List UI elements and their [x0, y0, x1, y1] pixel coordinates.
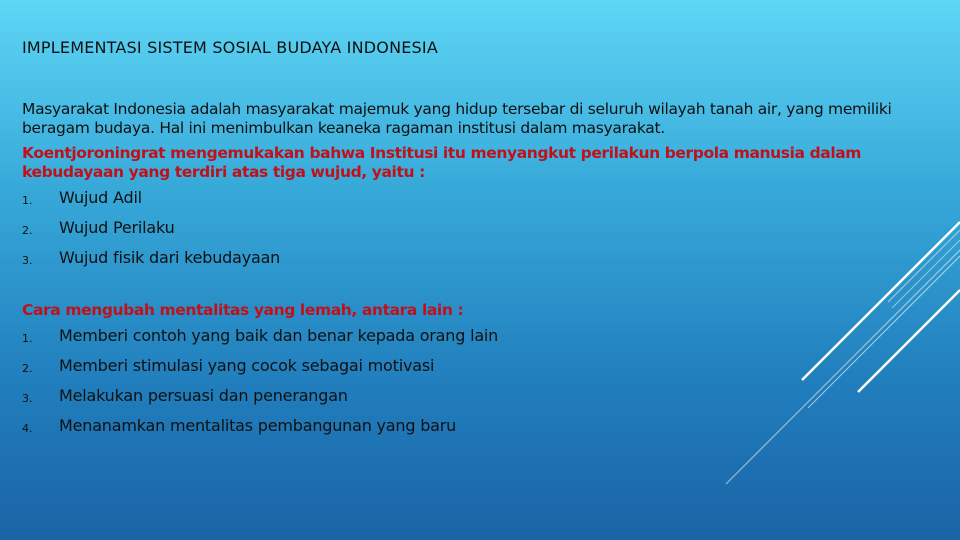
list-number: 2.: [22, 362, 33, 375]
list-item: [22, 218, 902, 248]
list-number: 4.: [22, 422, 33, 435]
list-text: Wujud Perilaku: [59, 218, 175, 237]
list-text: Memberi stimulasi yang cocok sebagai motivasi: [59, 356, 435, 375]
cara-heading: Cara mengubah mentalitas yang lemah, antara lain :: [22, 301, 464, 319]
list-number: 2.: [22, 224, 33, 237]
list-number: 1.: [22, 194, 33, 207]
koentjoroningrat-statement: Koentjoroningrat mengemukakan bahwa Institusi itu menyangkut perilakun berpola manusia dalam kebudayaan yang terdiri atas tiga wujud, yaitu :: [22, 144, 862, 181]
list-item: [22, 248, 902, 278]
intro-paragraph: Masyarakat Indonesia adalah masyarakat majemuk yang hidup tersebar di seluruh wilayah tanah air, yang memiliki beragam budaya. Hal ini menimbulkan keaneka ragaman institusi dalam masyarakat.: [22, 100, 892, 137]
list-item: [22, 356, 902, 386]
list-text: Melakukan persuasi dan penerangan: [59, 386, 348, 405]
list-item: [22, 416, 902, 446]
list-item: [22, 386, 902, 416]
decor-line: [892, 240, 960, 308]
list-number: 3.: [22, 254, 33, 267]
list-item: [22, 326, 902, 356]
slide-content: [22, 100, 902, 446]
list-text: Wujud fisik dari kebudayaan: [59, 248, 281, 267]
cara-list: [22, 326, 902, 446]
list-text: Wujud Adil: [59, 188, 142, 207]
spacer: [22, 278, 902, 301]
list-text: Memberi contoh yang baik dan benar kepada orang lain: [59, 326, 499, 345]
list-text: Menanamkan mentalitas pembangunan yang baru: [59, 416, 457, 435]
list-item: [22, 188, 902, 218]
slide-title: IMPLEMENTASI SISTEM SOSIAL BUDAYA INDONESIA: [22, 38, 438, 57]
list-number: 1.: [22, 332, 33, 345]
list-number: 3.: [22, 392, 33, 405]
wujud-list: [22, 188, 902, 278]
